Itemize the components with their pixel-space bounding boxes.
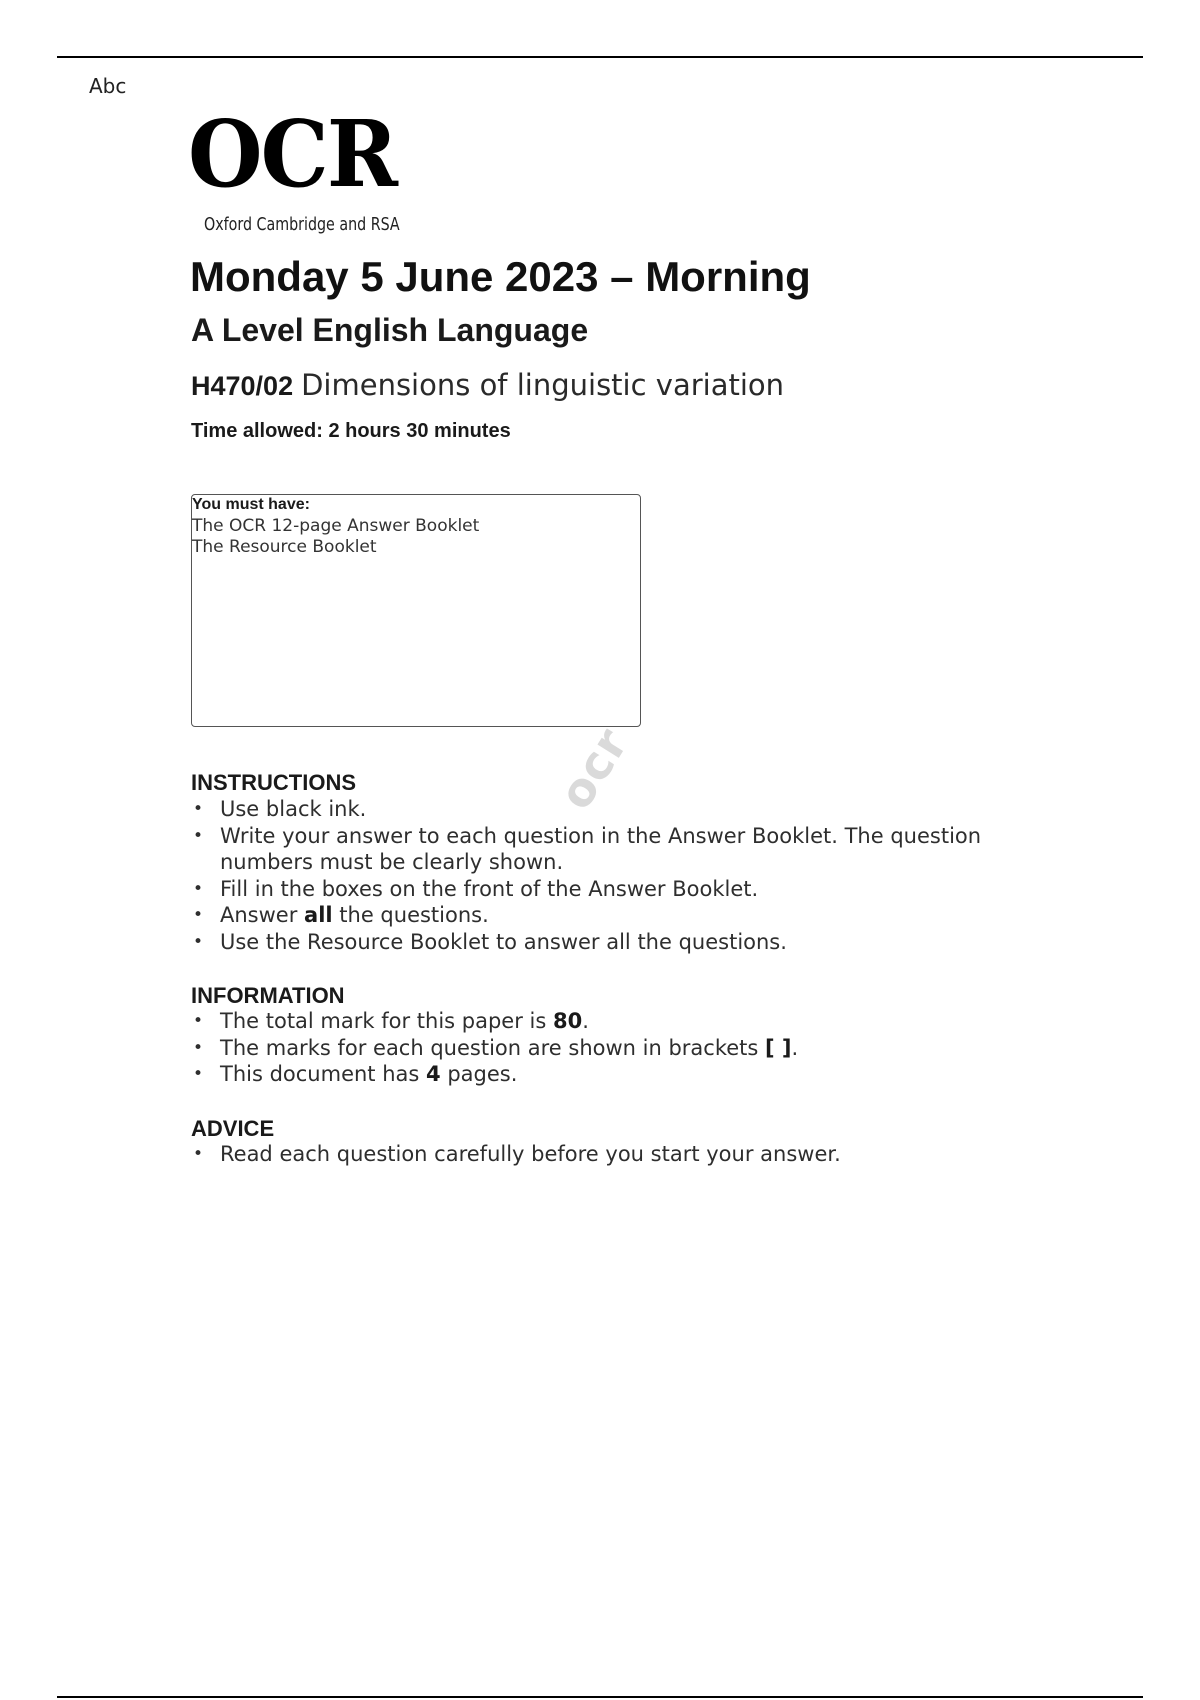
instruction-item: • Answer all the questions.: [193, 902, 1073, 929]
header-tag: Abc: [89, 74, 127, 98]
must-have-item: The Resource Booklet: [192, 537, 377, 557]
paper-code: H470/02: [191, 371, 294, 401]
instruction-item: • Fill in the boxes on the front of the Answer Booklet.: [193, 876, 1073, 903]
exam-date: Monday 5 June 2023 – Morning: [190, 253, 811, 300]
ocr-logo-subtitle: Oxford Cambridge and RSA: [204, 214, 400, 235]
watermark: ocr: [548, 718, 639, 819]
information-item: • The total mark for this paper is 80.: [193, 1008, 1073, 1035]
paper-title: Dimensions of linguistic variation: [301, 368, 785, 402]
paper-line: [191, 368, 784, 402]
instruction-item: • Use the Resource Booklet to answer all the questions.: [193, 929, 1073, 956]
must-have-title: You must have:: [192, 496, 310, 513]
instructions-heading: INSTRUCTIONS: [191, 770, 356, 795]
time-allowed: Time allowed: 2 hours 30 minutes: [191, 420, 511, 442]
must-have-item: The OCR 12-page Answer Booklet: [192, 516, 480, 536]
information-list: [193, 1008, 1073, 1088]
advice-heading: ADVICE: [191, 1116, 275, 1141]
advice-list: [193, 1141, 1073, 1168]
bottom-rule: [57, 1696, 1143, 1698]
instruction-item: • Write your answer to each question in the Answer Booklet. The question numbers must be clearly shown.: [193, 823, 1073, 876]
top-rule: [57, 56, 1143, 58]
advice-item: • Read each question carefully before you start your answer.: [193, 1141, 1073, 1168]
exam-subject: A Level English Language: [191, 312, 589, 348]
information-item: • This document has 4 pages.: [193, 1061, 1073, 1088]
instructions-list: [193, 796, 1073, 955]
information-heading: INFORMATION: [191, 983, 345, 1008]
instruction-item: • Use black ink.: [193, 796, 1073, 823]
ocr-logo: OCR: [188, 100, 397, 208]
must-have-box: [191, 494, 641, 727]
information-item: • The marks for each question are shown in brackets [ ].: [193, 1035, 1073, 1062]
must-have-list: [192, 516, 479, 558]
